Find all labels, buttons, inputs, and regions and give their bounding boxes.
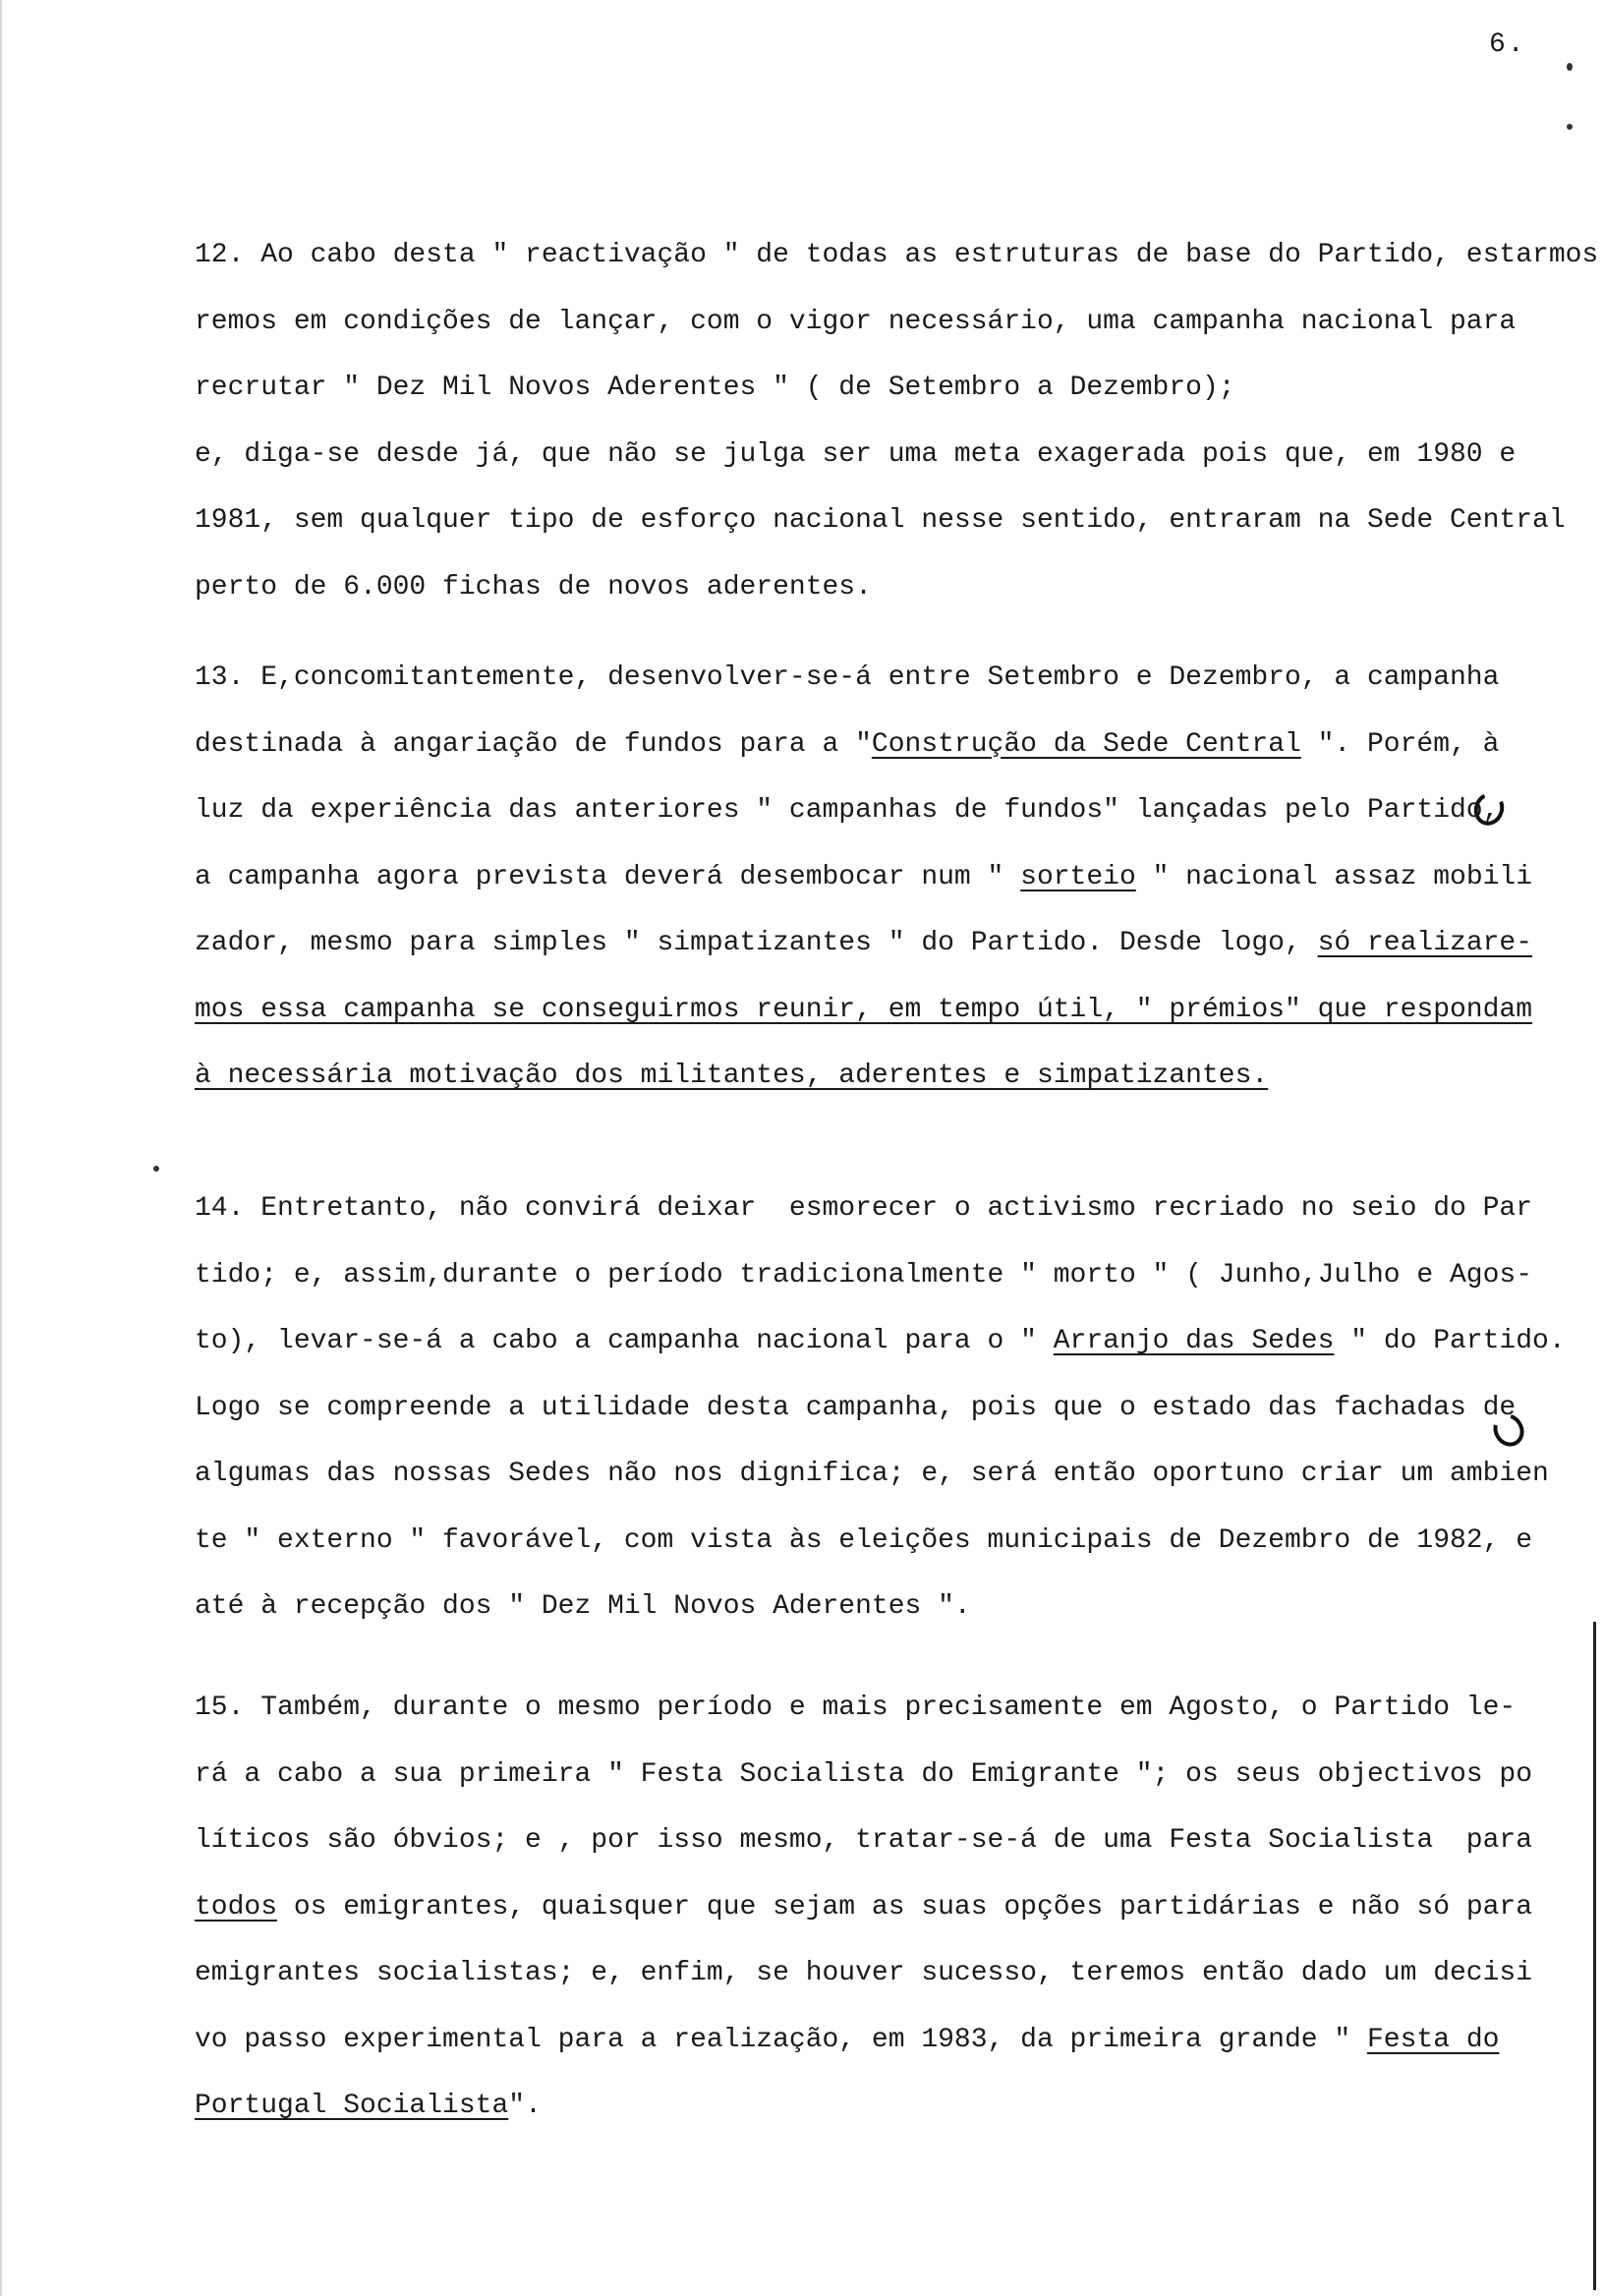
text-line [195,712,1551,778]
text-line [195,1308,1566,1375]
text-line: 1981, sem qualquer tipo de esforço nacional nesse sentido, entraram na Sede Central [195,505,1566,536]
paragraph-14 [195,1176,1566,1640]
text-line [195,910,1551,977]
text-segment: " nacional assaz mobili [1135,861,1533,892]
text-line: 12. Ao cabo desta " reactivação " de todas as estruturas de base do Partido, estarmos [195,240,1599,270]
text-line: te " externo " favorável, com vista às eleições municipais de Dezembro de 1982, e [195,1524,1533,1556]
underlined-phrase-festa: Festa do [1367,2024,1500,2055]
page-number: 6. [1489,29,1526,60]
text-line: rá a cabo a sua primeira " Festa Socialista do Emigrante "; os seus objectivos po [195,1758,1533,1790]
text-line: recrutar " Dez Mil Novos Aderentes " ( de Setembro a Dezembro); [195,373,1235,403]
text-line: algumas das nossas Sedes não nos dignifica; e, será então oportuno criar um ambien [195,1459,1549,1489]
scan-speck [153,1166,159,1172]
scan-edge-mark [1593,1622,1596,2290]
text-segment: vo passo experimental para a realização, em 1983, da primeira grande " [195,2024,1367,2055]
text-segment: os emigrantes, quaisquer que sejam as suas opções partidárias e não só para [277,1891,1533,1923]
underlined-phrase-arranjo-sedes: Arranjo das Sedes [1053,1326,1335,1356]
text-segment: to), levar-se-á a cabo a campanha nacional para o " [195,1326,1054,1356]
underlined-line: mos essa campanha se conseguirmos reunir, em tempo útil, " prémios" que respondam [195,994,1533,1025]
text-segment: a campanha agora prevista deverá desembocar num " [195,861,1021,892]
text-line [195,2073,1551,2140]
paragraph-15 [195,1675,1551,2140]
text-line: remos em condições de lançar, com o vigor necessário, uma campanha nacional para [195,306,1517,337]
scan-speck [1567,63,1573,71]
underlined-line: à necessária motivação dos militantes, aderentes e simpatizantes. [195,1061,1269,1091]
underlined-word-todos: todos [195,1891,278,1923]
text-segment: ". Porém, à [1300,728,1500,760]
page-left-edge [0,0,2,2296]
text-segment: " do Partido. [1334,1326,1566,1356]
text-line: perto de 6.000 fichas de novos aderentes. [195,571,872,603]
text-line: 15. Também, durante o mesmo período e mais precisamente em Agosto, o Partido le- [195,1693,1517,1723]
text-line: e, diga-se desde já, que não se julga ser uma meta exagerada pois que, em 1980 e [195,438,1517,470]
underlined-word-sorteio: sorteio [1020,861,1136,892]
text-line: até à recepção dos " Dez Mil Novos Aderentes ". [195,1591,971,1622]
text-line [195,2007,1551,2074]
text-line: 14. Entretanto, não convirá deixar esmorecer o activismo recriado no seio do Par [195,1193,1533,1224]
text-line: emigrantes socialistas; e, enfim, se houver sucesso, teremos então dado um decisi [195,1958,1533,1988]
text-segment: destinada à angariação de fundos para a " [195,728,872,760]
underlined-phrase-portugal-socialista: Portugal Socialista [195,2091,509,2121]
text-line: tido; e, assim,durante o período tradicionalmente " morto " ( Junho,Julho e Agos- [195,1259,1533,1291]
text-line: Logo se compreende a utilidade desta campanha, pois que o estado das fachadas de [195,1392,1517,1423]
text-line: luz da experiência das anteriores " campanhas de fundos" lançadas pelo Partido, [195,795,1500,826]
text-line: líticos são óbvios; e , por isso mesmo, tratar-se-á de uma Festa Socialista para [195,1825,1533,1856]
paragraph-13 [195,645,1551,1110]
underlined-phrase: só realizare- [1317,928,1533,958]
text-segment: zador, mesmo para simples " simpatizantes " do Partido. Desde logo, [195,928,1318,958]
text-line [195,844,1551,911]
underlined-phrase-construcao-sede: Construção da Sede Central [871,728,1301,760]
text-line: 13. E,concomitantemente, desenvolver-se-á entre Setembro e Dezembro, a campanha [195,662,1500,693]
paragraph-12 [195,222,1599,620]
scan-speck [1567,124,1573,130]
text-segment: ". [508,2091,542,2121]
text-line [195,1874,1551,1941]
